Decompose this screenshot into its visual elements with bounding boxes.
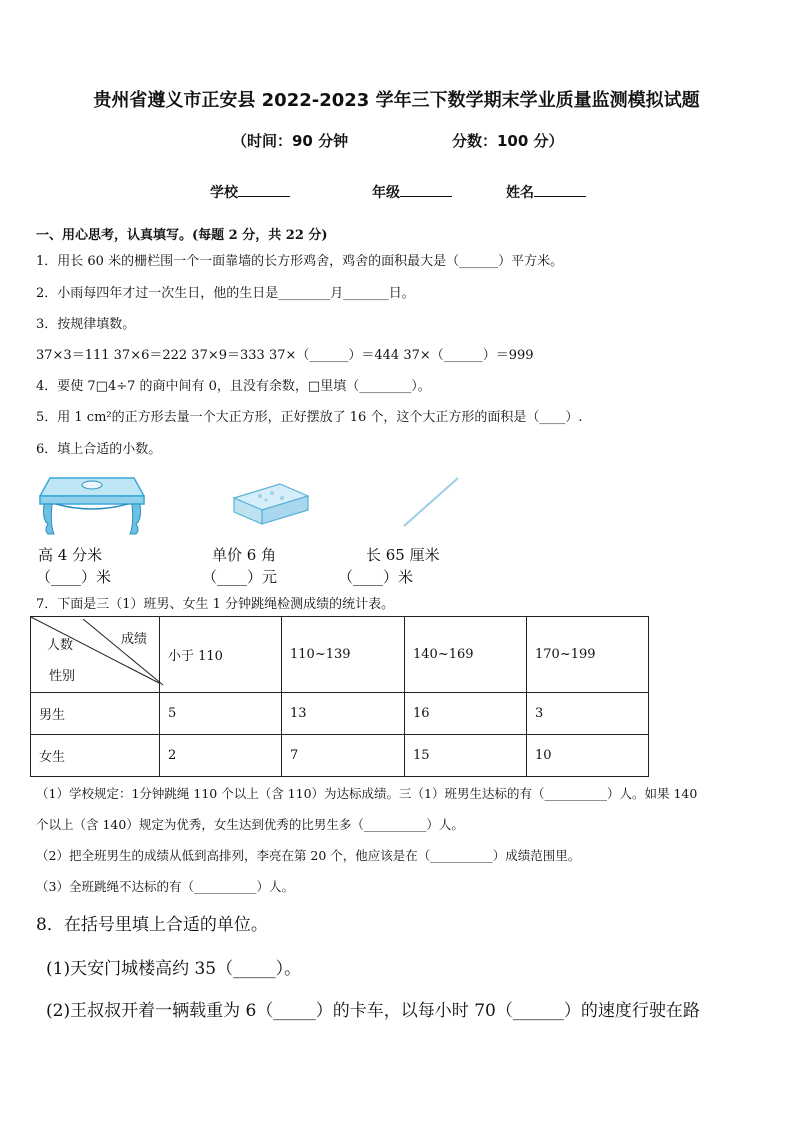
table-cell: 5 xyxy=(160,693,282,735)
school-blank[interactable] xyxy=(238,182,290,197)
school-label: 学校 xyxy=(210,185,238,201)
exam-time: （时间：90 分钟 xyxy=(232,132,349,150)
question-8: 8．在括号里填上合适的单位。 xyxy=(36,915,268,935)
section-heading: 一、用心思考，认真填写。(每题 2 分，共 22 分) xyxy=(36,228,328,243)
school-field[interactable] xyxy=(210,182,290,202)
grade-blank[interactable] xyxy=(400,182,452,197)
table-corner-cell xyxy=(31,617,160,693)
row-label: 男生 xyxy=(31,693,160,735)
table-illustration xyxy=(36,470,148,536)
table-cell: 2 xyxy=(160,735,282,777)
question-7-2: （2）把全班男生的成绩从低到高排列，李亮在第 20 个，他应该是在（__________）成绩范围里。 xyxy=(36,848,581,863)
corner-score: 成绩 xyxy=(121,632,148,647)
table-header-row xyxy=(31,617,649,693)
q6-item-2-blank[interactable]: （____）元 xyxy=(202,568,278,586)
q6-item-2-label: 单价 6 角 xyxy=(212,546,277,564)
question-2: 2．小雨每四年才过一次生日，他的生日是________月_______日。 xyxy=(36,286,415,301)
question-6: 6．填上合适的小数。 xyxy=(36,442,162,457)
q6-item-3-blank[interactable]: （____）米 xyxy=(338,568,414,586)
table-cell: 16 xyxy=(405,693,527,735)
question-8-1: (1)天安门城楼高约 35（_____）。 xyxy=(46,959,302,979)
corner-gender: 性别 xyxy=(49,669,76,684)
grade-label: 年级 xyxy=(372,185,400,201)
name-label: 姓名 xyxy=(506,185,534,201)
header-cell: 170~199 xyxy=(527,617,649,693)
header-cell: 小于 110 xyxy=(160,617,282,693)
question-8-2: (2)王叔叔开着一辆载重为 6（_____）的卡车，以每小时 70（______）的速度行驶在路 xyxy=(46,1001,700,1021)
table-cell: 3 xyxy=(527,693,649,735)
table-cell: 13 xyxy=(282,693,405,735)
table-row xyxy=(31,735,649,777)
table-cell: 7 xyxy=(282,735,405,777)
question-4: 4．要使 7□4÷7 的商中间有 0，且没有余数，□里填（________）。 xyxy=(36,379,431,394)
q6-item-1-label: 高 4 分米 xyxy=(38,546,103,564)
page-title: 贵州省遵义市正安县 2022-2023 学年三下数学期末学业质量监测模拟试题 xyxy=(93,90,700,111)
question-3-pattern: 37×3＝111 37×6＝222 37×9＝333 37×（______）＝444 37×（______）＝999 xyxy=(36,348,534,363)
table-cell: 10 xyxy=(527,735,649,777)
header-cell: 110~139 xyxy=(282,617,405,693)
question-7: 7．下面是三（1）班男、女生 1 分钟跳绳检测成绩的统计表。 xyxy=(36,597,395,612)
name-field[interactable] xyxy=(506,182,586,202)
name-blank[interactable] xyxy=(534,182,586,197)
q6-item-3-label: 长 65 厘米 xyxy=(366,546,440,564)
question-1: 1．用长 60 米的栅栏围一个一面靠墙的长方形鸡舍，鸡舍的面积最大是（______）平方米。 xyxy=(36,254,564,269)
question-3: 3．按规律填数。 xyxy=(36,317,136,332)
corner-people: 人数 xyxy=(47,638,74,653)
grade-field[interactable] xyxy=(372,182,452,202)
question-7-1b: 个以上（含 140）规定为优秀，女生达到优秀的比男生多（__________）人。 xyxy=(36,817,464,832)
exam-score: 分数：100 分） xyxy=(452,132,564,150)
q6-item-1-blank[interactable]: （____）米 xyxy=(36,568,112,586)
row-label: 女生 xyxy=(31,735,160,777)
question-7-3: （3）全班跳绳不达标的有（__________）人。 xyxy=(36,879,294,894)
table-row xyxy=(31,693,649,735)
jump-rope-table xyxy=(30,616,649,777)
question-7-1a: （1）学校规定：1分钟跳绳 110 个以上（含 110）为达标成绩。三（1）班男生达标的有（__________）人。如果 140 xyxy=(36,786,698,801)
eraser-illustration xyxy=(230,478,312,526)
header-cell: 140~169 xyxy=(405,617,527,693)
question-5: 5．用 1 cm²的正方形去量一个大正方形，正好摆放了 16 个，这个大正方形的面积是（____）. xyxy=(36,410,583,425)
stick-illustration xyxy=(400,474,462,530)
table-cell: 15 xyxy=(405,735,527,777)
